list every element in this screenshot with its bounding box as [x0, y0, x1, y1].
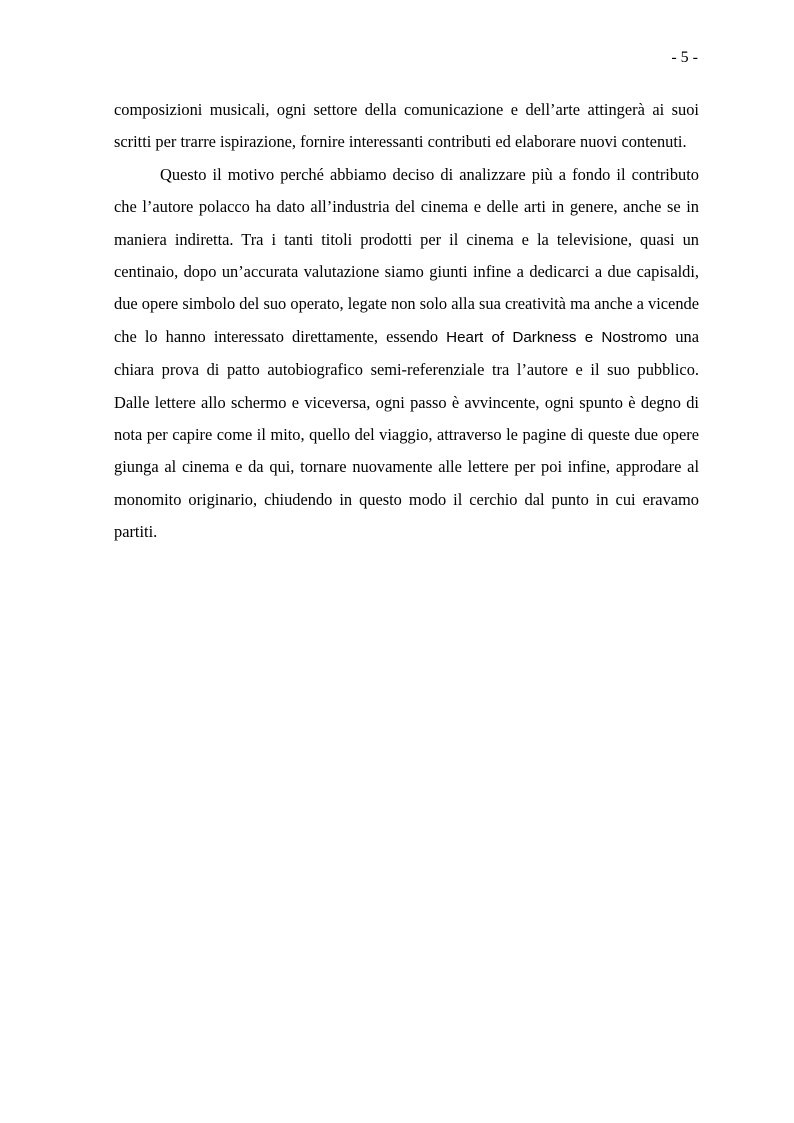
body-text: [114, 94, 699, 549]
page-number: - 5 -: [671, 49, 698, 66]
paragraph-2-text-b: una chiara prova di patto autobiografico semi-referenziale tra l’autore e il suo pubblico. Dalle lettere allo schermo e viceversa, ogni passo è avvincente, ogni spunto è degno di nota per capire come il mito, quello del viaggio, attraverso le pagine di queste due opere giunga al cinema e da qui, tornare nuovamente alle lettere per poi infine, approdare al monomito originario, chiudendo in questo modo il cerchio dal punto in cui eravamo partiti.: [114, 326, 700, 542]
paragraph-1: composizioni musicali, ogni settore della comunicazione e dell’arte attingerà ai suoi scritti per trarre ispirazione, fornire interessanti contributi ed elaborare nuovi contenuti.: [114, 100, 699, 152]
film-title-nostromo: Nostromo: [601, 328, 668, 346]
paragraph-2: [114, 159, 699, 549]
title-conjunction: e: [576, 328, 602, 346]
film-title-heart-of-darkness: Heart of Darkness: [446, 328, 577, 346]
paragraph-2-text-a: Questo il motivo perché abbiamo deciso di analizzare più a fondo il contributo che l’autore polacco ha dato all’industria del cinema e delle arti in genere, anche se in maniera indiretta. Tra i tanti titoli prodotti per il cinema e la televisione, quasi un centinaio, dopo un’accurata valutazione siamo giunti infine a dedicarci a due capisaldi, due opere simbolo del suo operato, legate non solo alla sua creatività ma anche a vicende che lo hanno interessato direttamente, essendo: [114, 164, 699, 346]
